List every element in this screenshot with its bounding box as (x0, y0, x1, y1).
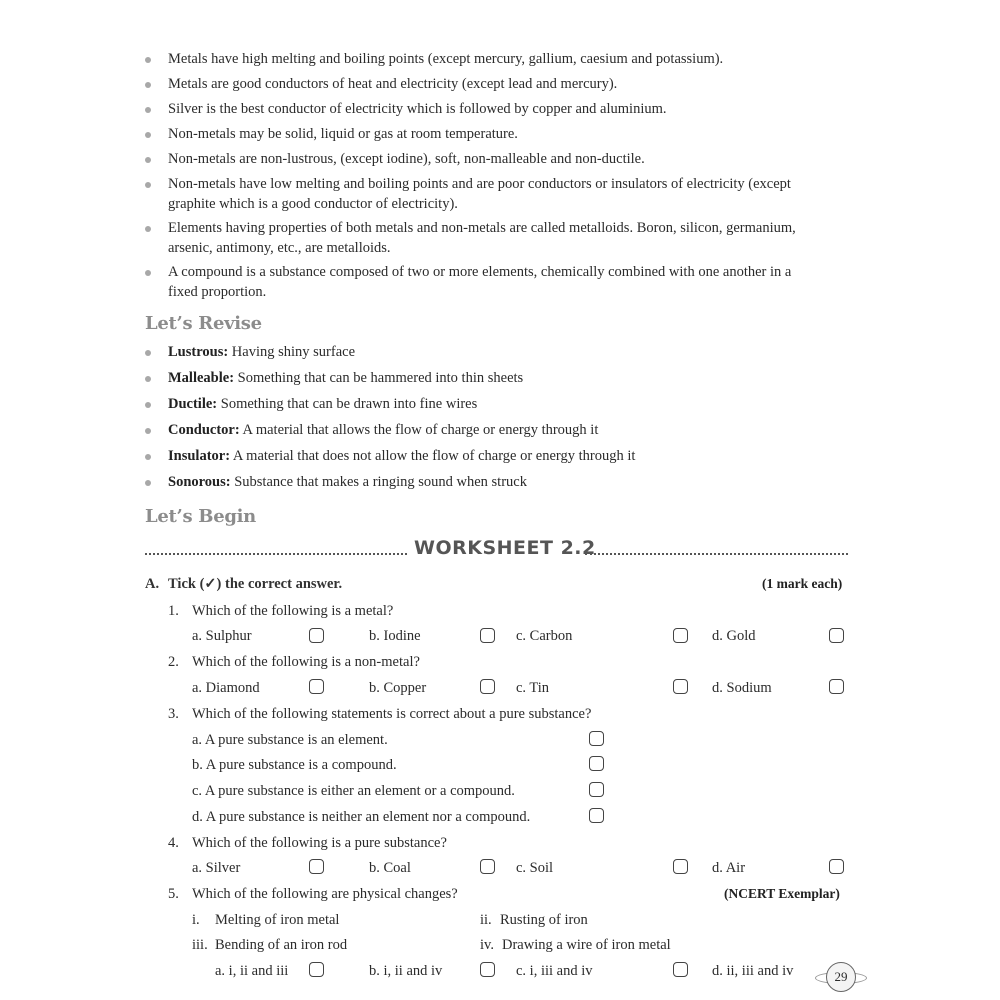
option-label: b. Coal (369, 860, 411, 876)
bullet-icon (145, 82, 151, 88)
bullet-icon (145, 182, 151, 188)
bullet-icon (145, 376, 151, 382)
revise-item: Sonorous: Substance that makes a ringing sound when struck (145, 473, 845, 493)
option-label: d. Gold (712, 628, 756, 644)
note-item: Non-metals are non-lustrous, (except iodine), soft, non-malleable and non-ductile. (145, 150, 845, 170)
option-label: b. Iodine (369, 628, 421, 644)
question-number: 1. (168, 603, 179, 619)
answer-checkbox[interactable] (673, 679, 688, 694)
note-item: Metals have high melting and boiling points (except mercury, gallium, caesium and potassium). (145, 50, 845, 70)
bullet-icon (145, 428, 151, 434)
answer-checkbox[interactable] (480, 962, 495, 977)
begin-heading: Let’s Begin (145, 506, 256, 527)
section-marks: (1 mark each) (762, 576, 843, 591)
statement-number: ii. (480, 912, 492, 928)
question-text: Which of the following statements is correct about a pure substance? (192, 706, 592, 722)
option-label: a. Diamond (192, 680, 260, 696)
option-label: c. A pure substance is either an element or a compound. (192, 783, 515, 799)
option-label: b. i, ii and iv (369, 963, 443, 979)
bullet-icon (145, 480, 151, 486)
statement-text: Bending of an iron rod (215, 937, 348, 953)
question-number: 5. (168, 886, 179, 902)
bullet-icon (145, 350, 151, 356)
note-item: Non-metals have low melting and boiling points and are poor conductors or insulators of electricity (except graphite which is a good conductor of electricity). (145, 175, 845, 214)
question-text: Which of the following is a metal? (192, 603, 394, 619)
answer-checkbox[interactable] (673, 859, 688, 874)
answer-checkbox[interactable] (829, 679, 844, 694)
revise-item: Ductile: Something that can be drawn into fine wires (145, 395, 845, 415)
worksheet-title: WORKSHEET 2.2 (414, 537, 596, 559)
answer-checkbox[interactable] (309, 679, 324, 694)
note-item: A compound is a substance composed of two or more elements, chemically combined with one another in a fixed proportion. (145, 263, 845, 302)
answer-checkbox[interactable] (589, 731, 604, 746)
statement-text: Drawing a wire of iron metal (502, 937, 671, 953)
option-label: a. Sulphur (192, 628, 252, 644)
note-item: Silver is the best conductor of electricity which is followed by copper and aluminium. (145, 100, 845, 120)
answer-checkbox[interactable] (309, 962, 324, 977)
question-text: Which of the following are physical changes? (192, 886, 458, 902)
option-label: c. Soil (516, 860, 554, 876)
dotted-rule-right (585, 553, 848, 555)
statement-text: Rusting of iron (500, 912, 588, 928)
bullet-icon (145, 226, 151, 232)
statement-number: iv. (480, 937, 494, 953)
answer-checkbox[interactable] (480, 679, 495, 694)
answer-checkbox[interactable] (673, 628, 688, 643)
option-label: a. i, ii and iii (215, 963, 289, 979)
option-label: c. Carbon (516, 628, 573, 644)
section-label: A. (145, 576, 160, 592)
revise-list (145, 343, 845, 493)
answer-checkbox[interactable] (589, 782, 604, 797)
bullet-icon (145, 57, 151, 63)
option-label: a. A pure substance is an element. (192, 732, 388, 748)
option-label: b. A pure substance is a compound. (192, 757, 397, 773)
answer-checkbox[interactable] (829, 628, 844, 643)
answer-checkbox[interactable] (480, 628, 495, 643)
revise-item: Conductor: A material that allows the flow of charge or energy through it (145, 421, 845, 441)
question-number: 4. (168, 835, 179, 851)
answer-checkbox[interactable] (480, 859, 495, 874)
bullet-icon (145, 270, 151, 276)
bullet-icon (145, 157, 151, 163)
question-number: 3. (168, 706, 179, 722)
question-source: (NCERT Exemplar) (724, 886, 840, 901)
bullet-icon (145, 454, 151, 460)
answer-checkbox[interactable] (309, 859, 324, 874)
note-item: Non-metals may be solid, liquid or gas at room temperature. (145, 125, 845, 145)
revise-item: Lustrous: Having shiny surface (145, 343, 845, 363)
option-label: c. i, iii and iv (516, 963, 593, 979)
option-label: d. Sodium (712, 680, 772, 696)
statement-number: iii. (192, 937, 208, 953)
option-label: b. Copper (369, 680, 427, 696)
bullet-icon (145, 132, 151, 138)
page-number: 29 (826, 962, 856, 992)
answer-checkbox[interactable] (589, 808, 604, 823)
notes-list (145, 50, 845, 302)
dotted-rule-left (145, 553, 407, 555)
note-item: Metals are good conductors of heat and electricity (except lead and mercury). (145, 75, 845, 95)
option-label: d. ii, iii and iv (712, 963, 794, 979)
statement-number: i. (192, 912, 200, 928)
bullet-icon (145, 107, 151, 113)
statement-text: Melting of iron metal (215, 912, 340, 928)
answer-checkbox[interactable] (309, 628, 324, 643)
revise-heading: Let’s Revise (145, 313, 262, 334)
note-item: Elements having properties of both metals and non-metals are called metalloids. Boron, silicon, germanium, arsenic, antimony, etc., are metalloids. (145, 219, 845, 258)
answer-checkbox[interactable] (589, 756, 604, 771)
revise-item: Insulator: A material that does not allow the flow of charge or energy through it (145, 447, 845, 467)
bullet-icon (145, 402, 151, 408)
question-text: Which of the following is a non-metal? (192, 654, 420, 670)
section-instruction: Tick (✓) the correct answer. (168, 576, 343, 592)
answer-checkbox[interactable] (673, 962, 688, 977)
option-label: d. A pure substance is neither an element nor a compound. (192, 809, 531, 825)
question-text: Which of the following is a pure substance? (192, 835, 447, 851)
answer-checkbox[interactable] (829, 859, 844, 874)
revise-item: Malleable: Something that can be hammered into thin sheets (145, 369, 845, 389)
option-label: a. Silver (192, 860, 241, 876)
option-label: d. Air (712, 860, 746, 876)
question-number: 2. (168, 654, 179, 670)
option-label: c. Tin (516, 680, 550, 696)
